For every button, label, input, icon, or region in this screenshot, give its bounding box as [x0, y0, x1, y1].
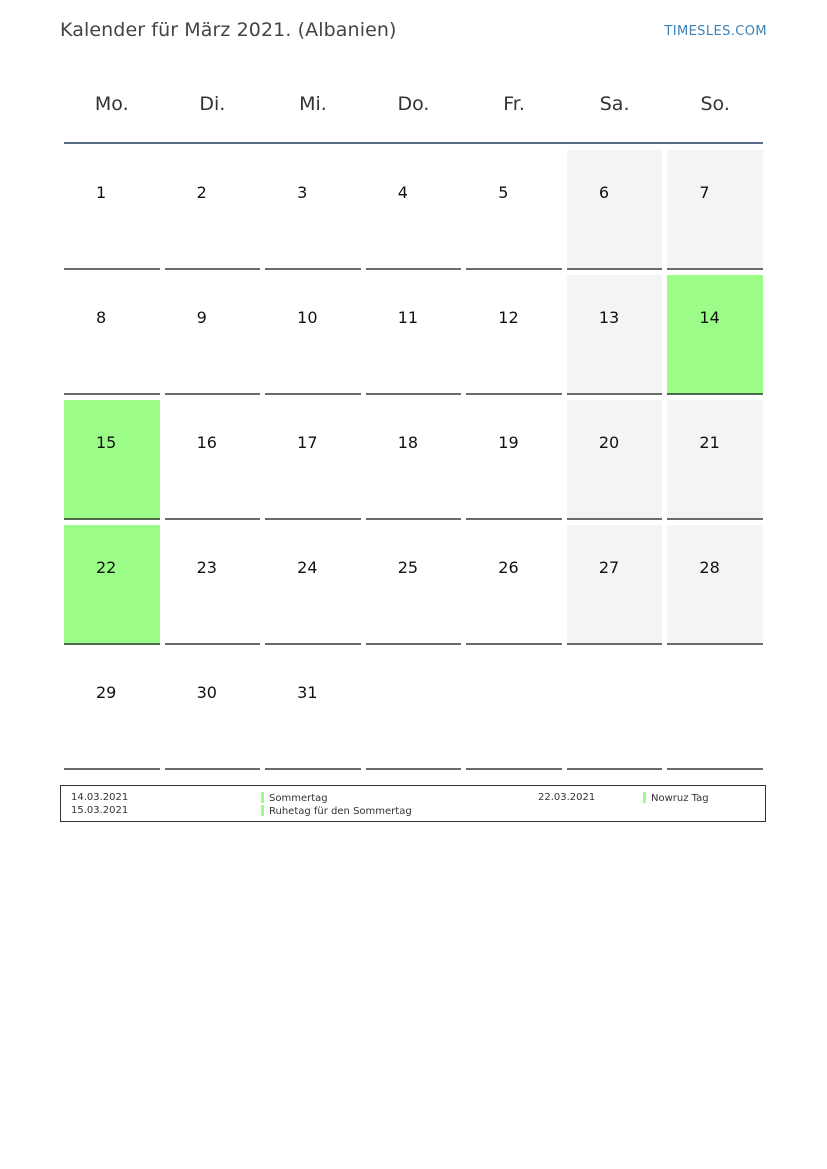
weekday-wed: Mi.: [299, 93, 327, 115]
day-cell[interactable]: [366, 275, 462, 395]
empty-day-cell: [366, 650, 462, 770]
legend-label: [261, 805, 412, 817]
weekday-header: [64, 82, 763, 126]
brand-link[interactable]: TIMESLES.COM: [664, 24, 767, 39]
day-cell[interactable]: [165, 275, 261, 395]
day-number: 15: [96, 433, 117, 452]
day-cell[interactable]: [165, 525, 261, 645]
legend-date: 14.03.2021: [71, 792, 129, 803]
day-number: 24: [297, 558, 318, 577]
weekday-sun: So.: [700, 93, 730, 115]
holiday-legend: [60, 785, 766, 822]
day-cell[interactable]: [667, 150, 763, 270]
holiday-color-marker: [261, 805, 264, 816]
day-number: 10: [297, 308, 318, 327]
day-cell[interactable]: [667, 400, 763, 520]
empty-day-cell: [466, 650, 562, 770]
day-cell[interactable]: [466, 400, 562, 520]
day-cell[interactable]: [265, 400, 361, 520]
day-number: 8: [96, 308, 107, 327]
day-cell[interactable]: [165, 150, 261, 270]
day-cell[interactable]: [64, 150, 160, 270]
header-divider: [64, 142, 763, 144]
day-cell[interactable]: [64, 275, 160, 395]
day-number: 29: [96, 683, 117, 702]
day-cell[interactable]: [64, 525, 160, 645]
weekday-thu: Do.: [397, 93, 430, 115]
day-number: 7: [699, 183, 710, 202]
day-cell[interactable]: [165, 400, 261, 520]
day-number: 28: [699, 558, 720, 577]
day-number: 1: [96, 183, 107, 202]
day-cell[interactable]: [366, 150, 462, 270]
legend-label: [643, 792, 709, 804]
day-number: 31: [297, 683, 318, 702]
day-number: 22: [96, 558, 117, 577]
day-cell[interactable]: [567, 400, 663, 520]
day-cell[interactable]: [567, 275, 663, 395]
legend-name: Ruhetag für den Sommertag: [269, 806, 412, 817]
legend-date: 22.03.2021: [538, 792, 596, 803]
calendar-grid: [64, 150, 763, 770]
day-number: 6: [598, 183, 610, 202]
day-number: 23: [196, 558, 217, 577]
day-number: 27: [598, 558, 620, 577]
day-cell[interactable]: [466, 150, 562, 270]
empty-day-cell: [567, 650, 663, 770]
day-cell[interactable]: [64, 400, 160, 520]
legend-label: [261, 792, 328, 804]
day-number: 19: [498, 433, 519, 452]
day-number: 13: [598, 308, 620, 327]
holiday-color-marker: [643, 792, 646, 803]
legend-name: Nowruz Tag: [651, 793, 709, 804]
day-cell[interactable]: [567, 150, 663, 270]
day-cell[interactable]: [366, 400, 462, 520]
day-number: 5: [498, 183, 509, 202]
day-number: 3: [297, 183, 308, 202]
day-cell[interactable]: [667, 275, 763, 395]
day-number: 12: [498, 308, 519, 327]
weekday-mon: Mo.: [94, 93, 129, 115]
day-number: 14: [699, 308, 720, 327]
holiday-color-marker: [261, 792, 264, 803]
day-number: 9: [196, 308, 207, 327]
day-cell[interactable]: [265, 275, 361, 395]
day-number: 4: [397, 183, 408, 202]
legend-date: 15.03.2021: [71, 805, 129, 816]
day-number: 18: [397, 433, 419, 452]
weekday-tue: Di.: [199, 93, 226, 115]
day-cell[interactable]: [466, 525, 562, 645]
day-number: 11: [397, 308, 419, 327]
day-number: 20: [598, 433, 620, 452]
day-cell[interactable]: [265, 650, 361, 770]
day-cell[interactable]: [466, 275, 562, 395]
day-cell[interactable]: [265, 525, 361, 645]
day-number: 2: [196, 183, 207, 202]
weekday-sat: Sa.: [599, 93, 630, 115]
day-number: 17: [297, 433, 318, 452]
day-number: 21: [699, 433, 720, 452]
day-cell[interactable]: [667, 525, 763, 645]
weekday-fri: Fr.: [503, 93, 525, 115]
day-number: 25: [397, 558, 419, 577]
legend-name: Sommertag: [269, 793, 328, 804]
day-cell[interactable]: [64, 650, 160, 770]
empty-day-cell: [667, 650, 763, 770]
day-cell[interactable]: [567, 525, 663, 645]
page-title: Kalender für März 2021. (Albanien): [60, 19, 397, 41]
day-cell[interactable]: [165, 650, 261, 770]
day-number: 16: [196, 433, 217, 452]
day-cell[interactable]: [366, 525, 462, 645]
day-number: 26: [498, 558, 519, 577]
day-cell[interactable]: [265, 150, 361, 270]
day-number: 30: [196, 683, 217, 702]
